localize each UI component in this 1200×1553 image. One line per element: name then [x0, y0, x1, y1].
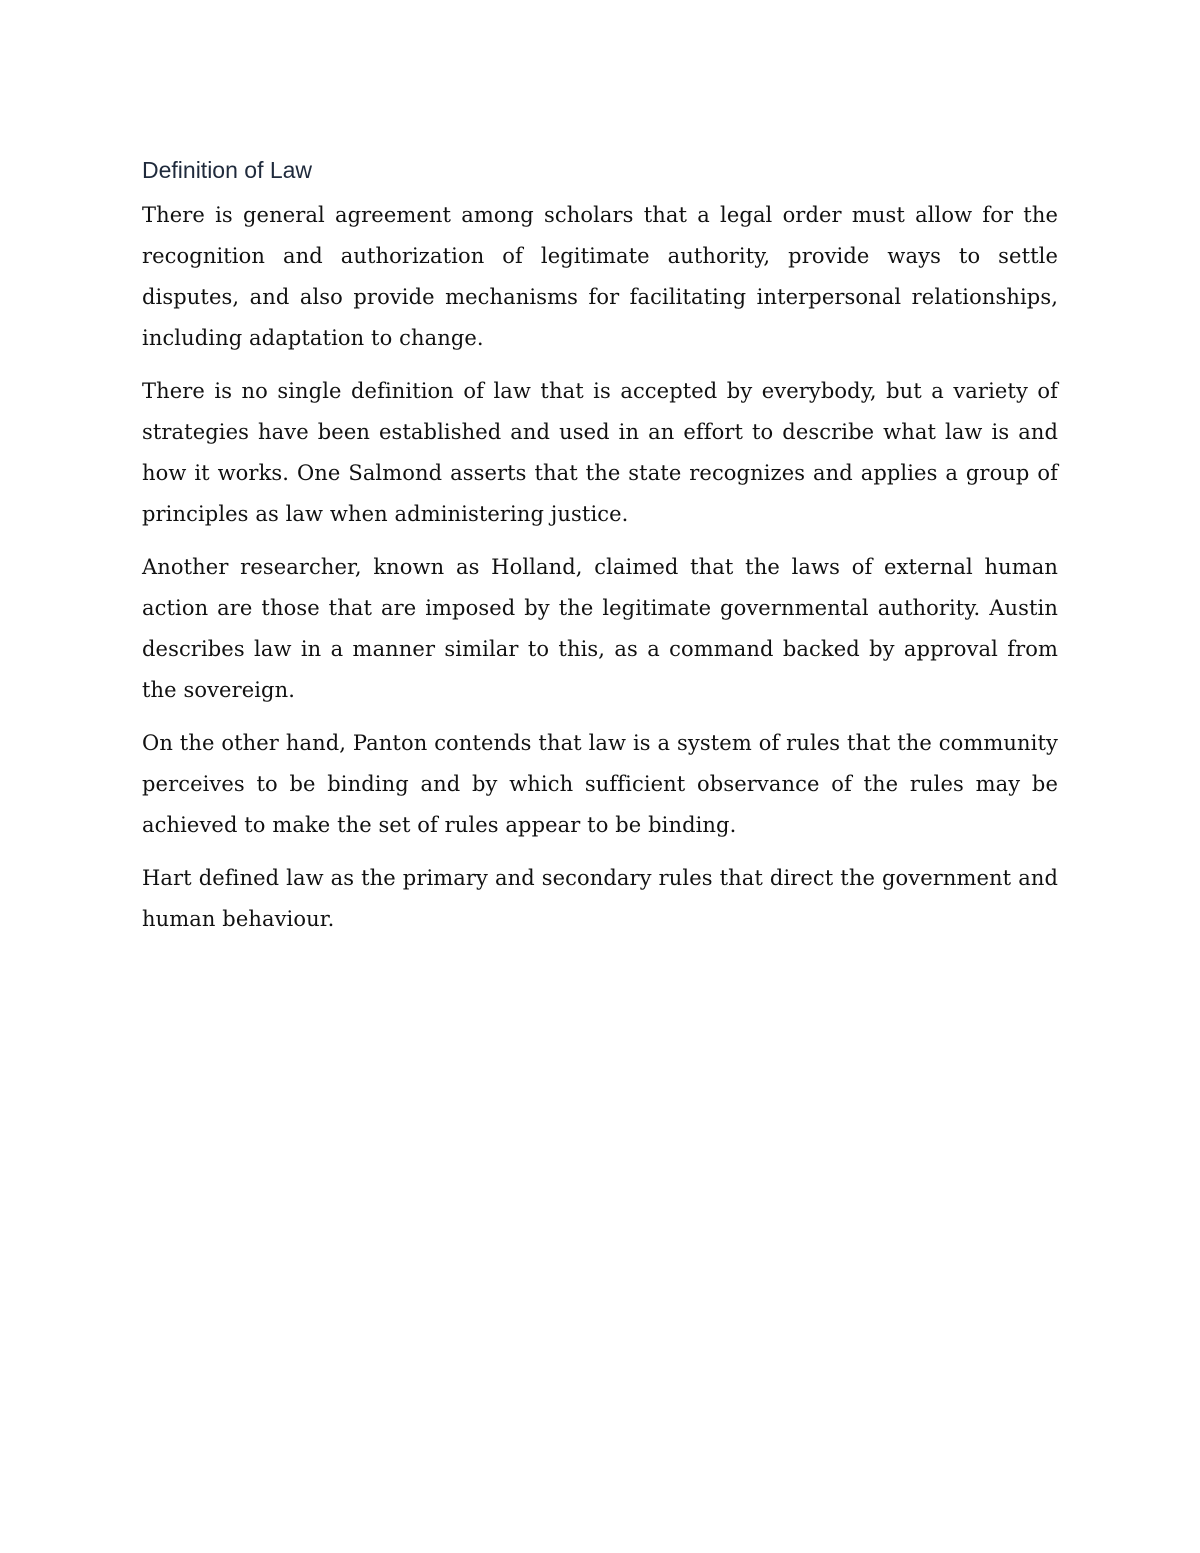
paragraph-5: Hart defined law as the primary and secondary rules that direct the government and human behaviour.	[142, 866, 1058, 931]
document-body	[142, 155, 1058, 952]
paragraph-2: There is no single definition of law that is accepted by everybody, but a variety of strategies have been established and used in an effort to describe what law is and how it works. One Salmond asserts that the state recognizes and applies a group of principles as law when administering justice.	[142, 379, 1058, 526]
paragraph-1: There is general agreement among scholars that a legal order must allow for the recognition and authorization of legitimate authority, provide ways to settle disputes, and also provide mechanisms for facilitating interpersonal relationships, including adaptation to change.	[142, 203, 1058, 350]
paragraph-3: Another researcher, known as Holland, claimed that the laws of external human action are those that are imposed by the legitimate governmental authority. Austin describes law in a manner similar to this, as a command backed by approval from the sovereign.	[142, 555, 1058, 702]
paragraph-4: On the other hand, Panton contends that law is a system of rules that the community perceives to be binding and by which sufficient observance of the rules may be achieved to make the set of rules appear to be binding.	[142, 731, 1058, 837]
document-heading: Definition of Law	[142, 157, 313, 183]
